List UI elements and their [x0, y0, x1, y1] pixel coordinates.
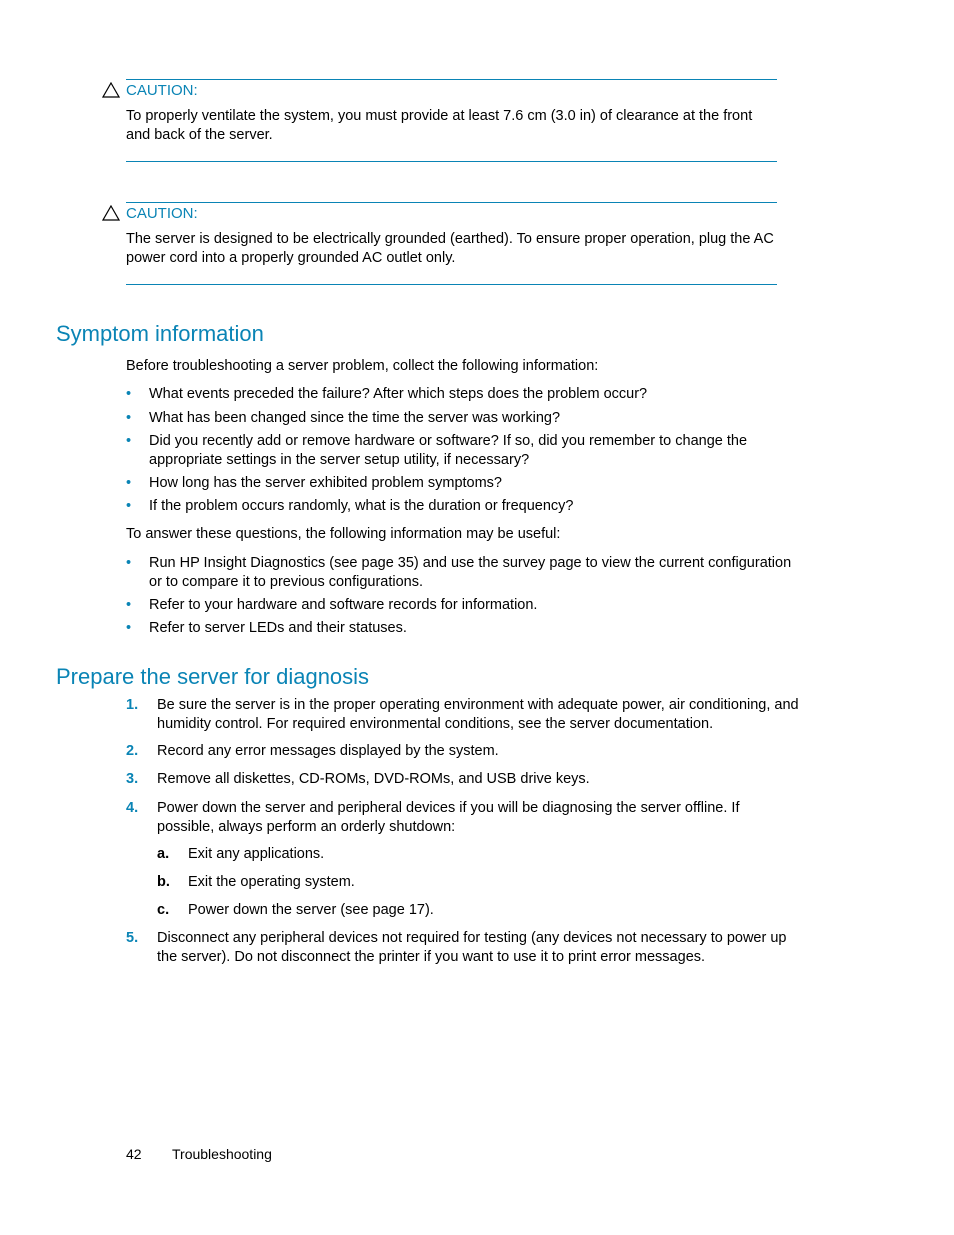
caution-label: CAUTION:: [126, 205, 198, 222]
bullet-icon: •: [126, 555, 132, 571]
step-number: 5.: [126, 930, 139, 946]
warning-triangle-icon: [102, 82, 120, 98]
caution-text: The server is designed to be electrically grounded (earthed). To ensure proper operation, plug the AC power cord into a properly grounded AC outlet only.: [126, 231, 774, 266]
answer-intro: To answer these questions, the following information may be useful:: [126, 526, 561, 542]
section-heading-prepare: Prepare the server for diagnosis: [56, 664, 370, 689]
bullet-icon: •: [126, 433, 132, 449]
bullet-icon: •: [126, 386, 132, 402]
caution-label: CAUTION:: [126, 82, 198, 99]
bullet-icon: •: [126, 620, 132, 636]
step-number: 3.: [126, 771, 139, 787]
bullet-icon: •: [126, 597, 132, 613]
substep-letter: b.: [157, 874, 170, 890]
substep-letter: a.: [157, 846, 170, 862]
substep-letter: c.: [157, 902, 170, 918]
section-heading-symptom: Symptom information: [56, 321, 264, 346]
page-number: 42: [126, 1146, 142, 1162]
caution-text: To properly ventilate the system, you must provide at least 7.6 cm (3.0 in) of clearance at the front and back of the server.: [126, 108, 753, 143]
step-number: 1.: [126, 697, 139, 713]
step-number: 4.: [126, 800, 139, 816]
step-number: 2.: [126, 743, 139, 759]
symptom-intro: Before troubleshooting a server problem, collect the following information:: [126, 358, 599, 374]
bullet-icon: •: [126, 410, 132, 426]
warning-triangle-icon: [102, 205, 120, 221]
caution-box-grounding: [126, 202, 777, 285]
footer-section: Troubleshooting: [172, 1146, 272, 1162]
caution-box-ventilation: [126, 79, 777, 162]
bullet-icon: •: [126, 475, 132, 491]
bullet-icon: •: [126, 498, 132, 514]
